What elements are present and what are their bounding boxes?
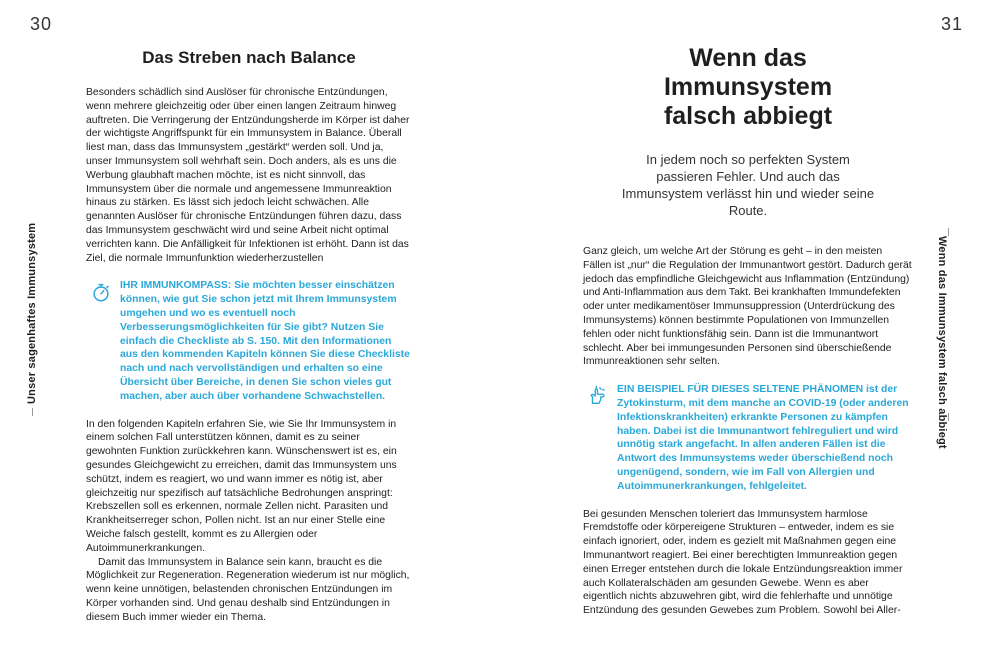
side-rule <box>32 408 33 416</box>
left-paragraph-1: Besonders schädlich sind Auslöser für chronische Entzündungen, wenn mehrere gleichzeitig oder über einen langen Zeitraum hinweg auftreten. Die Verringerung der Entzündungsherde im Körper ist daher der wichtigste Angriffspunkt für ein Immunsystem in Balance. Überall liest man, dass das Immunsystem „gestärkt“ werden soll. Und ja, unser Immunsystem soll wehrhaft sein. Doch anders, als es uns die Werbung glaubhaft machen möchte, ist es nicht sinnvoll, das Immunsystem über die normale und angemessene Immunreaktion hinaus zu stärken. Es lässt sich jedoch leicht schwächen. Alle genannten Auslöser für chronische Entzündungen führen dazu, dass das Immunsystem geschwächt wird und seine Arbeit nicht optimal verrichten kann. Die Anfälligkeit für Infektionen ist erhöht. Dann ist das Ziel, die normale Immunfunktion wiederherzustellen <box>86 87 410 264</box>
side-label-left: Unser sagenhaftes Immunsystem <box>26 222 38 404</box>
heading-line-1: Wenn das <box>689 44 807 72</box>
immunkompass-tip-box <box>86 279 412 403</box>
page-number-right: 31 <box>940 14 963 34</box>
page-number-left: 30 <box>30 14 53 34</box>
stopwatch-icon <box>90 281 112 303</box>
left-paragraph-3: Damit das Immunsystem in Balance sein kann, braucht es die Möglichkeit zur Regeneration. Regeneration wiederum ist nur möglich, wenn keine unnötigen, belastenden chronischen Entzündungen im Körper vorhanden sind. Und genau deshalb sind Entzündungen in diesem Buch immer wieder ein Thema. <box>86 556 410 623</box>
right-paragraph-2: Bei gesunden Menschen toleriert das Immunsystem harmlose Fremdstoffe oder körpereigene Strukturen – entweder, indem es sie einfach ignoriert, oder, indem es gezielt mit Maßnahmen gegen eine Immunantwort reagiert. Bei einer berechtigten Immunreaktion gegen einen Erreger entstehen durch die lokale Entzündungsreaktion immer auch Kollateralschäden am gesunden Gewebe. Wenn es aber eigentlich nichts abzuwehren gibt, wird die fehlerhafte und unnötige Entzündung des gesunden Gewebes zum Problem. Sowohl bei Aller- <box>583 508 903 617</box>
left-page <box>86 44 412 624</box>
side-rule <box>948 413 949 421</box>
example-tip-text: EIN BEISPIEL FÜR DIESES SELTENE PHÄNOMEN ist der Zytokinsturm, mit dem manche an COVID-19 (oder anderen Infektionskrankheiten) erkrankte Personen zu kämpfen haben. Dabei ist die Immunantwort fehlreguliert und wird unnötig stark angefacht. In allen anderen Fällen ist die Antwort des Immunsystems weder überschießend noch ungenügend, sondern, wie im Fall von Allergien und Autoimmunerkrankungen, fehlgeleitet. <box>617 384 909 492</box>
immunkompass-tip-text: IHR IMMUNKOMPASS: Sie möchten besser einschätzen können, wie gut Sie schon jetzt mit Ihrem Immunsystem umgehen und wo es eventuell noch Verbesserungsmöglichkeiten für Sie gibt? Nutzen Sie einfach die Checkliste ab S. 150. Mit den Informationen aus den kommenden Kapiteln können Sie diese Checkliste nach und nach vervollständigen und erhalten so eine Übersicht über Bereiche, in denen Sie schon vieles gut machen, aber auch über vorhandene Schwachstellen. <box>120 280 410 402</box>
heading-line-2: Immunsystem <box>663 73 833 101</box>
side-label-right: Wenn das Immunsystem falsch abbiegt <box>936 236 948 449</box>
left-page-heading: Das Streben nach Balance <box>142 48 356 67</box>
side-rule <box>948 228 949 236</box>
left-paragraph-2: In den folgenden Kapiteln erfahren Sie, wie Sie Ihr Immunsystem in einem solchen Fall unterstützen können, damit es zu seiner gewohnten Funktion zurückkehren kann. Wünschenswert ist es, ein gesundes Gleichgewicht zu erreichen, damit das Immunsystem uns schützt, indem es reagiert, wo und wann immer es nötig ist, aber gleichzeitig nur spezifisch auf tatsächliche Bedrohungen anspringt: Krebszellen soll es erkennen, normale Zellen nicht. Parasiten und Krankheitserreger schon, Pollen nicht. Ist an nur einer Stelle eine Weiche falsch gestellt, kommt es zu Allergien oder Autoimmunerkrankungen. <box>86 418 397 554</box>
example-tip-box <box>583 383 913 493</box>
heading-line-3: falsch abbiegt <box>663 102 833 130</box>
pointing-hand-icon <box>587 385 609 407</box>
right-page <box>583 44 913 618</box>
chapter-lead: In jedem noch so perfekten System passieren Fehler. Und auch das Immunsystem verlässt hin und wieder seine Route. <box>621 152 875 218</box>
right-paragraph-1: Ganz gleich, um welche Art der Störung es geht – in den meisten Fällen ist „nur“ die Regulation der Immunantwort gestört. Dadurch gerät jedoch das empfindliche Gleichgewicht aus Inflammation (Entzündung) und Anti-Inflammation aus dem Takt. Bei krankhaften Immundefekten oder unter medikamentöser Immunsuppression (Unterdrückung des Immunsystems) können bestimmte Populationen von Immunzellen fehlen oder nicht funktionsfähig sein. Dann ist die Immunantwort schlecht. Aber bei immungesunden Personen sind überschießende Immunreaktionen sehr selten. <box>583 246 912 368</box>
right-page-heading <box>583 44 913 131</box>
